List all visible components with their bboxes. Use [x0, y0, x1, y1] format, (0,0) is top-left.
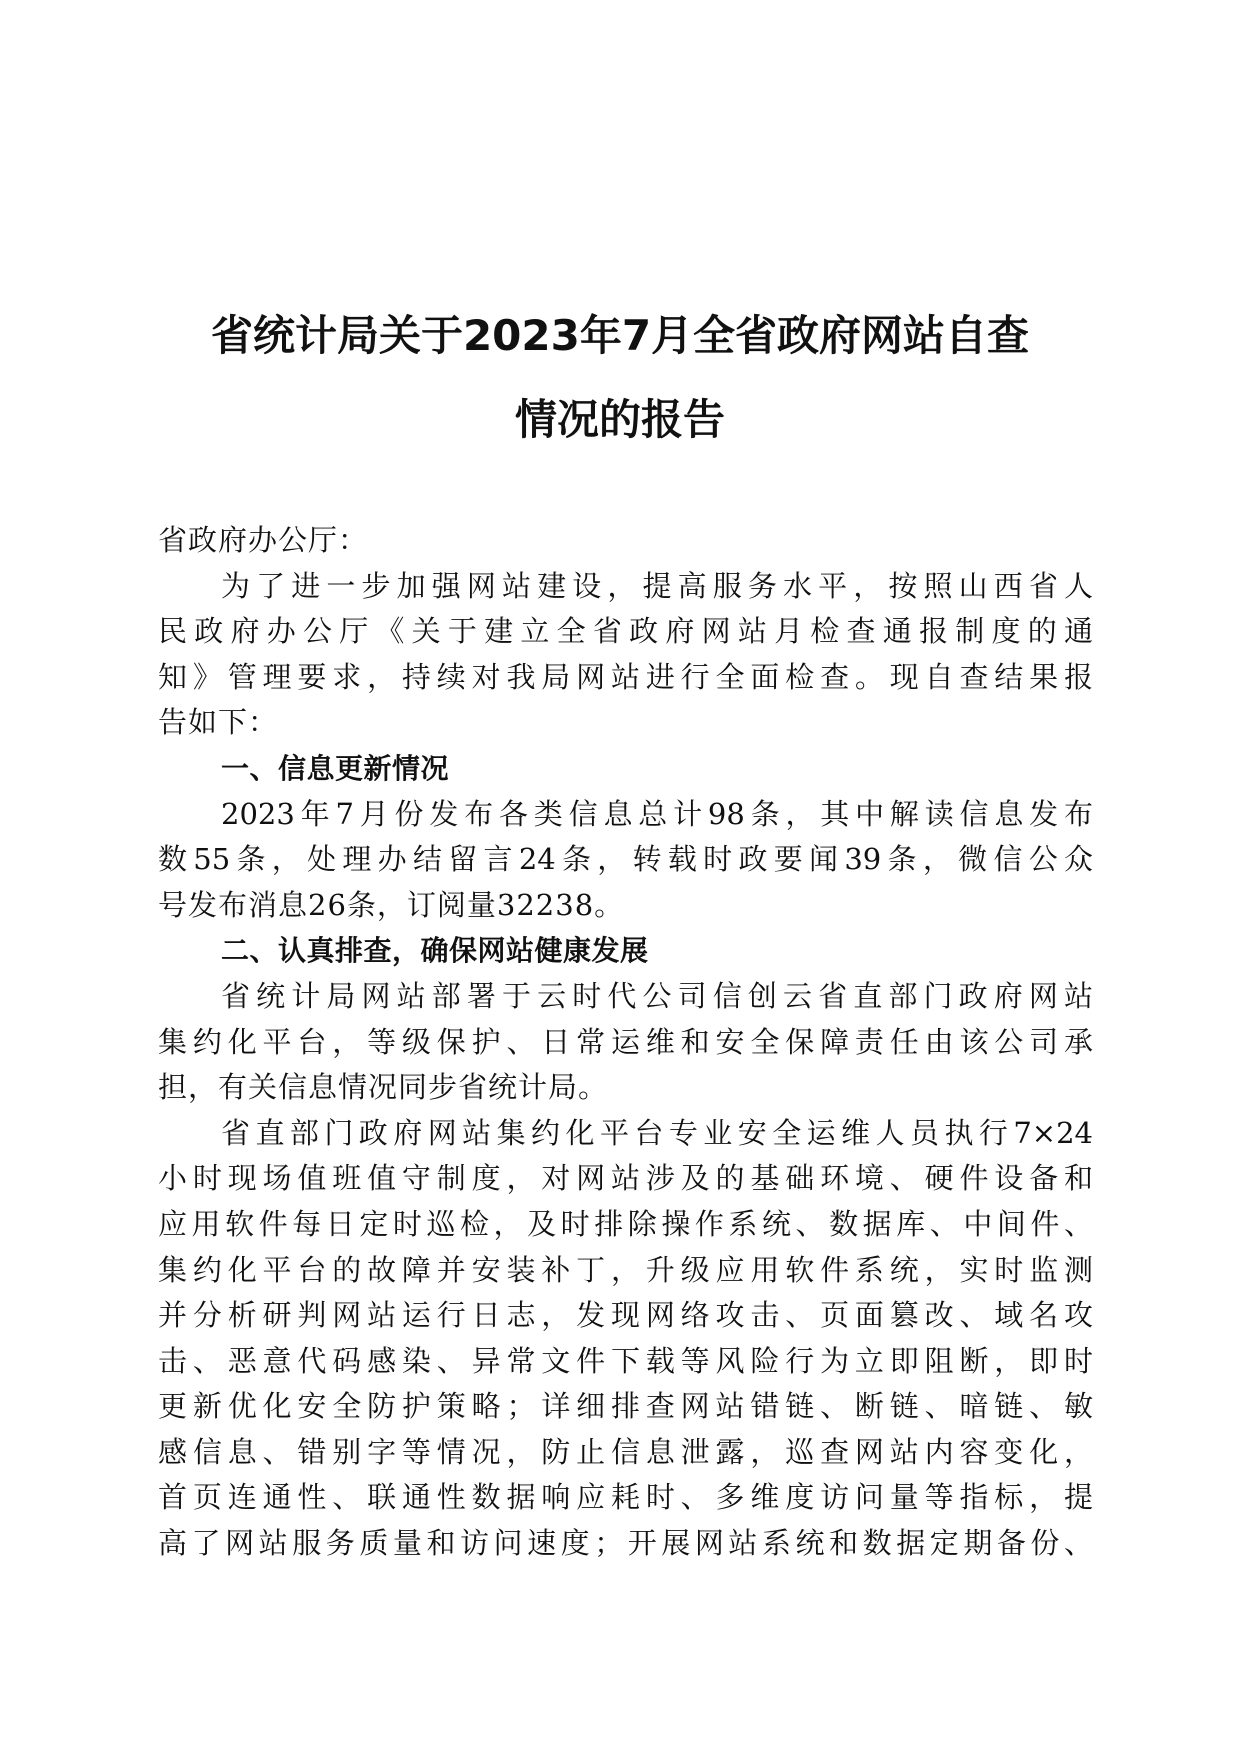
- paragraph-line: 集约化平台的故障并安装补丁，升级应用软件系统，实时监测: [158, 1252, 1093, 1287]
- paragraph-line: 省统计局网站部署于云时代公司信创云省直部门政府网站: [221, 978, 1093, 1013]
- paragraph-line: 2023年7月份发布各类信息总计98条，其中解读信息发布: [221, 796, 1093, 831]
- document-title-line-1: 省统计局关于2023年7月全省政府网站自查: [210, 311, 1030, 360]
- paragraph-line: 民政府办公厅《关于建立全省政府网站月检查通报制度的通: [158, 614, 1093, 649]
- paragraph-line: 省直部门政府网站集约化平台专业安全运维人员执行7×24: [221, 1115, 1093, 1150]
- paragraph-line: 应用软件每日定时巡检，及时排除操作系统、数据库、中间件、: [158, 1206, 1093, 1241]
- section-heading-2: 二、认真排查，确保网站健康发展: [221, 934, 649, 968]
- paragraph-line: 为了进一步加强网站建设，提高服务水平，按照山西省人: [221, 568, 1093, 603]
- paragraph-line: 更新优化安全防护策略；详细排查网站错链、断链、暗链、敏: [158, 1389, 1093, 1424]
- paragraph-line: 数55条，处理办结留言24条，转载时政要闻39条，微信公众: [158, 842, 1093, 877]
- paragraph-line: 首页连通性、联通性数据响应耗时、多维度访问量等指标，提: [158, 1480, 1093, 1515]
- section-1-paragraph: [158, 792, 1093, 929]
- section-heading-1: 一、信息更新情况: [221, 751, 450, 785]
- paragraph-line: 集约化平台，等级保护、日常运维和安全保障责任由该公司承: [158, 1024, 1093, 1059]
- paragraph-line: 告如下：: [158, 705, 279, 740]
- paragraph-line: 担，有关信息情况同步省统计局。: [158, 1070, 609, 1105]
- paragraph-line: 并分析研判网站运行日志，发现网络攻击、页面篡改、域名攻: [158, 1298, 1093, 1333]
- intro-paragraph: [158, 564, 1093, 746]
- salutation: 省政府办公厅：: [158, 523, 369, 557]
- paragraph-line: 击、恶意代码感染、异常文件下载等风险行为立即阻断，即时: [158, 1343, 1093, 1378]
- paragraph-line: 感信息、错别字等情况，防止信息泄露，巡查网站内容变化，: [158, 1434, 1093, 1469]
- document-body: [158, 518, 1093, 1567]
- paragraph-line: 知》管理要求，持续对我局网站进行全面检查。现自查结果报: [158, 659, 1093, 694]
- paragraph-line: 号发布消息26条，订阅量32238。: [158, 887, 625, 922]
- paragraph-line: 高了网站服务质量和访问速度；开展网站系统和数据定期备份、: [158, 1526, 1093, 1561]
- document-title-line-2: 情况的报告: [514, 395, 725, 444]
- paragraph-line: 小时现场值班值守制度，对网站涉及的基础环境、硬件设备和: [158, 1161, 1093, 1196]
- section-2-paragraph-1: [158, 974, 1093, 1111]
- section-2-paragraph-2: [158, 1111, 1093, 1567]
